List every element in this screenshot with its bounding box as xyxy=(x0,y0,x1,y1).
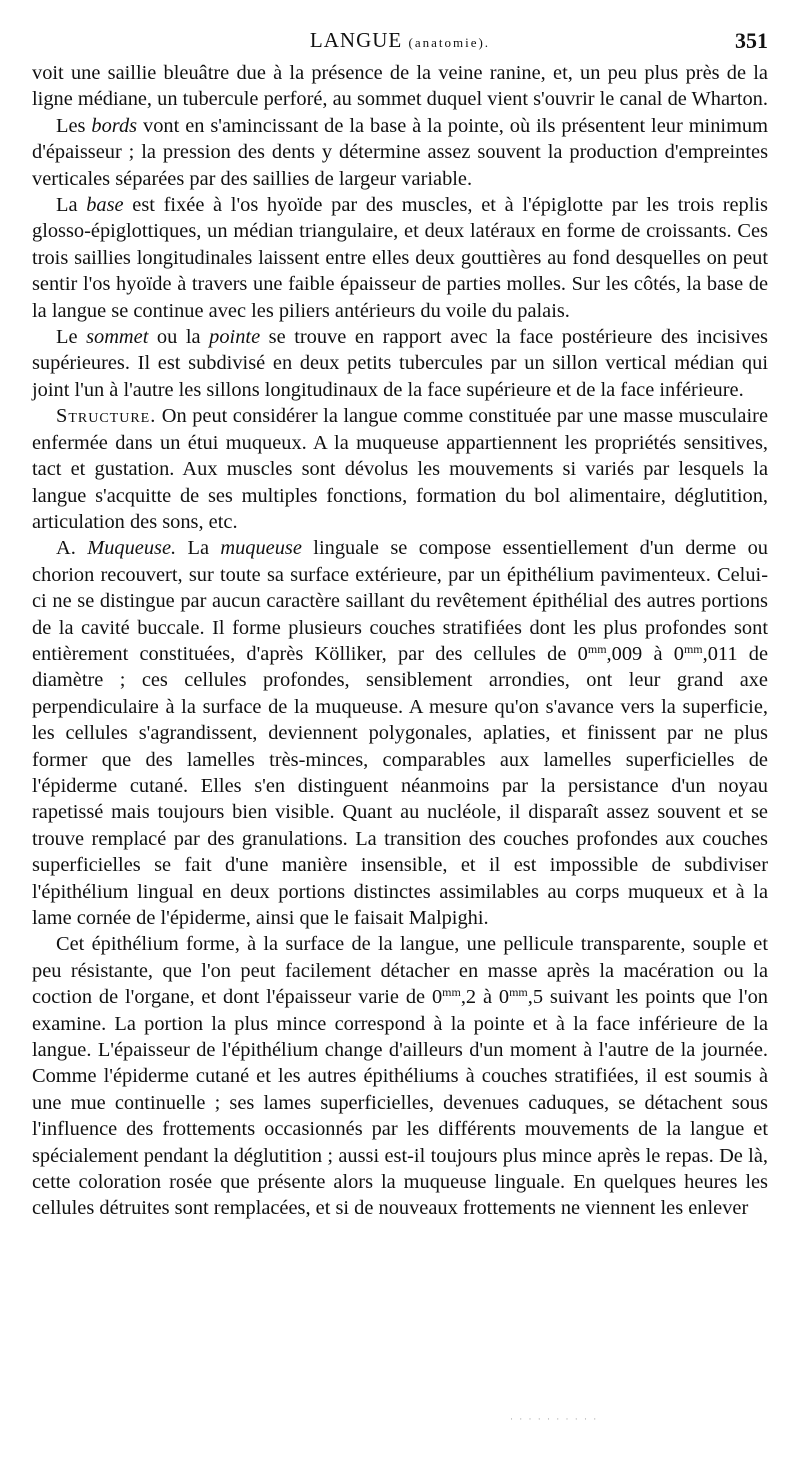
text-run: Cet épithélium forme, à la surface de la langue, une pellicule transparente, souple et peu résistante, que l'on peut facilement détacher en masse après la macération ou la coction de l'organe, et dont l'épaisseur varie de 0 xyxy=(32,933,768,1009)
text-run: Le xyxy=(56,326,87,349)
paragraph-structure xyxy=(32,403,768,535)
emphasis-muqueuse: muqueuse xyxy=(220,537,302,560)
text-run: ,5 suivant les points que l'on examine. La portion la plus mince correspond à la pointe et à la face inférieure de la langue. L'épaisseur de l'épithélium change d'ailleurs d'un moment à l'autre de la journée. Comme l'épiderme cutané et les autres épithéliums à couches stratifiées, il est soumis à une mue continuelle ; ses lames superficielles, devenues caduques, se détachent sous l'influence des frottements occasionnés par les différents mouvements de la langue et spécialement pendant la déglutition ; aussi est-il toujours plus mince après le repas. De là, cette coloration rosée que présente alors la muqueuse linguale. En quelques heures les cellules détruites sont remplacées, et si de nouveaux frottements ne viennent les enlever xyxy=(32,986,768,1220)
emphasis-sommet: sommet xyxy=(86,326,149,349)
superscript-mm: mm xyxy=(509,985,528,1000)
text-run: Les xyxy=(56,114,92,137)
paragraph-bords xyxy=(32,113,768,192)
superscript-mm: mm xyxy=(587,641,607,656)
page xyxy=(32,24,768,1222)
text-run: A. xyxy=(56,537,88,560)
body-text xyxy=(32,60,768,1222)
paragraph-epithelium xyxy=(32,931,768,1221)
text-run: ,011 de diamètre ; ces cellules profondes, sensiblement arrondies, ont leur grand axe perpendiculaire à la surface de la muqueuse. A mesure qu'on s'avance vers la superficie, les cellules s'agrandissent, deviennent polygonales, aplaties, et finissent par ne plus former que des lamelles très-minces, comparables aux lamelles superficielles de l'épiderme cutané. Elles s'en distinguent néanmoins par la persistance d'un noyau rapetissé mais toujours bien visible. Quant au nucléole, il disparaît assez souvent et se trouve remplacé par des granulations. La transition des couches profondes aux couches superficielles se fait d'une manière insensible, et il est impossible de subdiviser l'épithélium lingual en deux portions distinctes assimilables au corps muqueux et à la lame cornée de l'épiderme, ainsi que le faisait Malpighi. xyxy=(32,642,769,929)
paragraph-1: voit une saillie bleuâtre due à la présence de la veine ranine, et, un peu plus près de la ligne médiane, un tubercule perforé, au sommet duquel vient s'ouvrir le canal de Wharton. xyxy=(32,62,768,111)
running-title xyxy=(32,28,768,53)
paragraph-sommet xyxy=(32,324,768,403)
text-run: ,2 à 0 xyxy=(460,986,510,1009)
text-run: est fixée à l'os hyoïde par des muscles, et à l'épiglotte par les trois replis glosso-épiglottiques, un médian triangulaire, et deux latéraux en forme de croissants. Ces trois saillies longitudinales laissent entre elles deux gouttières au fond desquelles on peut sentir l'os hyoïde à travers une faible épaisseur de parties molles. Sur les côtés, la base de la langue se continue avec les piliers antérieurs du voile du palais. xyxy=(32,194,768,322)
text-run: ,009 à 0 xyxy=(606,642,684,665)
subheading-muqueuse: Muqueuse. xyxy=(87,537,177,560)
page-number: 351 xyxy=(735,28,768,53)
emphasis-pointe: pointe xyxy=(209,326,261,349)
emphasis-base: base xyxy=(86,194,124,217)
text-run: se trouve en rapport avec la face postérieure des incisives supérieures. Il est subdivisé en deux petits tubercules par un sillon vertical médian qui joint l'un à l'autre les sillons longitudinaux de la face supérieure et de la face inférieure. xyxy=(32,326,768,401)
paragraph-base xyxy=(32,192,768,324)
text-run: linguale se compose essentiellement d'un derme ou chorion recouvert, sur toute sa surface extérieure, par un épithélium pavimenteux. Celui-ci ne se distingue par aucun caractère saillant du revêtement épithélial des autres portions de la cavité buccale. Il forme plusieurs couches stratifiées dont les plus profondes sont entièrement constituées, d'après Kölliker, par des cellules de 0 xyxy=(32,537,768,665)
emphasis-bords: bords xyxy=(91,114,138,137)
running-header xyxy=(32,24,768,60)
running-title-main: LANGUE xyxy=(309,28,403,52)
superscript-mm: mm xyxy=(442,985,461,1000)
text-run: vont en s'amincissant de la base à la pointe, où ils présentent leur minimum d'épaisseur ; la pression des dents y détermine assez souvent la production d'empreintes verticales séparées par des saillies de largeur variable. xyxy=(32,114,768,190)
print-specks: · · · · · · · · · · xyxy=(510,1414,599,1424)
text-run: La xyxy=(56,194,87,217)
text-run: La xyxy=(176,537,221,560)
running-title-sub: (anatomie). xyxy=(408,35,491,50)
superscript-mm: mm xyxy=(683,641,703,656)
section-heading-structure: Structure. xyxy=(56,405,157,428)
paragraph-muqueuse xyxy=(32,535,768,931)
text-run: On peut considérer la langue comme constituée par une masse musculaire enfermée dans un étui muqueux. A la muqueuse appartiennent les propriétés sensitives, tact et gustation. Aux muscles sont dévolus les mouvements si variés par lesquels la langue s'acquitte de ses multiples fonctions, formation du bol alimentaire, déglutition, articulation des sons, etc. xyxy=(32,405,768,533)
text-run: ou la xyxy=(148,326,210,349)
